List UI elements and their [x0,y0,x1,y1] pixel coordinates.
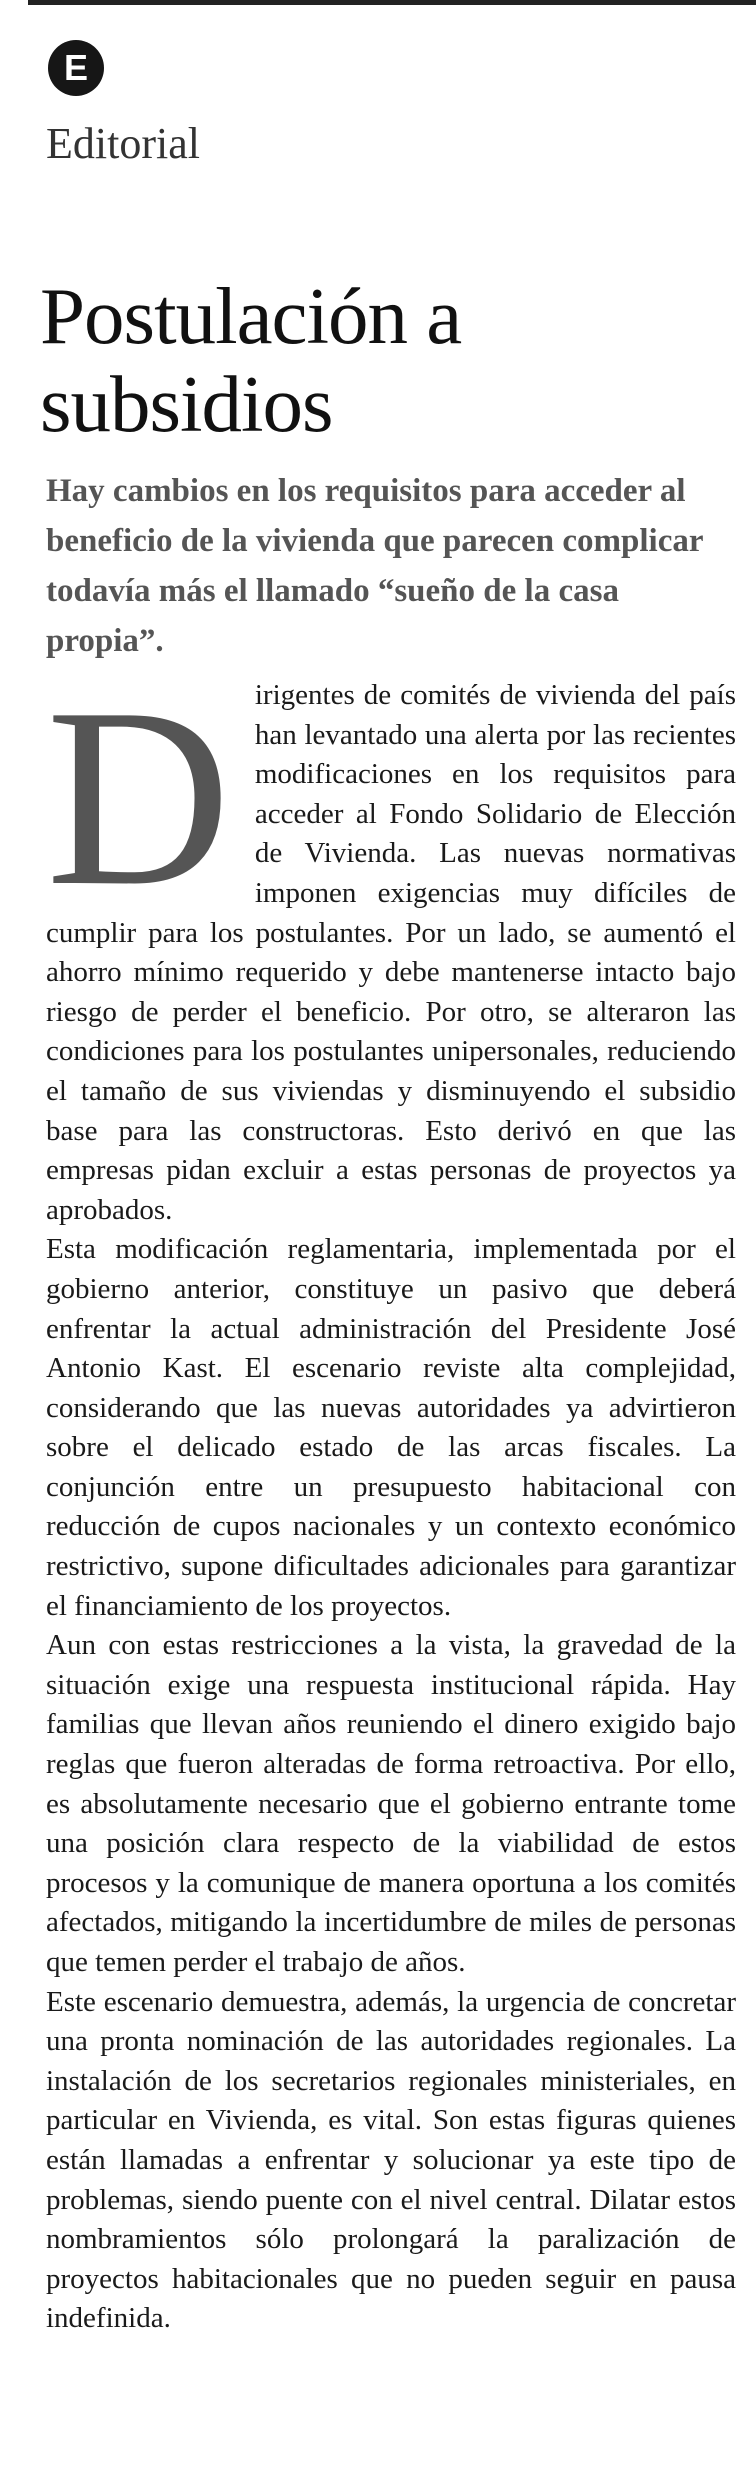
article-body [46,656,736,2339]
paragraph-4: Este escenario demuestra, además, la urgencia de concretar una pronta nominación de las autoridades regionales. La instalación de los secretarios regionales ministeriales, en particular en Vivienda, es vital. Son estas figuras quienes están llamadas a enfrentar y solucionar ya este tipo de problemas, siendo puente con el nivel central. Dilatar estos nombramientos sólo prolongará la paralización de proyectos habitacionales que no pueden seguir en pausa indefinida. [46,1985,736,2335]
paragraph-2: Esta modificación reglamentaria, implementada por el gobierno anterior, constituye un pasivo que deberá enfrentar la actual administración del Presidente José Antonio Kast. El escenario reviste alta complejidad, considerando que las nuevas autoridades ya advirtieron sobre el delicado estado de las arcas fiscales. La conjunción entre un presupuesto habitacional con reducción de cupos nacionales y un contexto económico restrictivo, supone dificultades adicionales para garantizar el financiamiento de los proyectos. [46,1233,736,1622]
top-rule [28,0,756,5]
paragraph-3: Aun con estas restricciones a la vista, la gravedad de la situación exige una respuesta institucional rápida. Hay familias que llevan años reuniendo el dinero exigido bajo reglas que fueron alteradas de forma retroactiva. Por ello, es absolutamente necesario que el gobierno entrante tome una posición clara respecto de la viabilidad de estos procesos y la comunique de manera oportuna a los comités afectados, mitigando la incertidumbre de miles de personas que temen perder el trabajo de años. [46,1629,736,1978]
headline: Postulación a subsidios [40,271,462,449]
drop-cap: D [46,656,231,939]
section-logo-badge: E [48,40,104,96]
deck-summary: Hay cambios en los requisitos para acceder al beneficio de la vivienda que parecen complicar todavía más el llamado “sueño de la casa propia”. [46,473,703,659]
section-label: Editorial [46,119,200,168]
paragraph-1: irigentes de comités de vivienda del país han levantado una alerta por las recientes modificaciones en los requisitos para acceder al Fondo Solidario de Elección de Vivienda. Las nuevas normativas imponen exigencias muy difíciles de cumplir para los postulantes. Por un lado, se aumentó el ahorro mínimo requerido y debe mantenerse intacto bajo riesgo de perder el beneficio. Por otro, se alteraron las condiciones para los postulantes unipersonales, reduciendo el tamaño de sus viviendas y disminuyendo el subsidio base para las constructoras. Esto derivó en que las empresas pidan excluir a estas personas de proyectos ya aprobados. [46,679,736,1226]
